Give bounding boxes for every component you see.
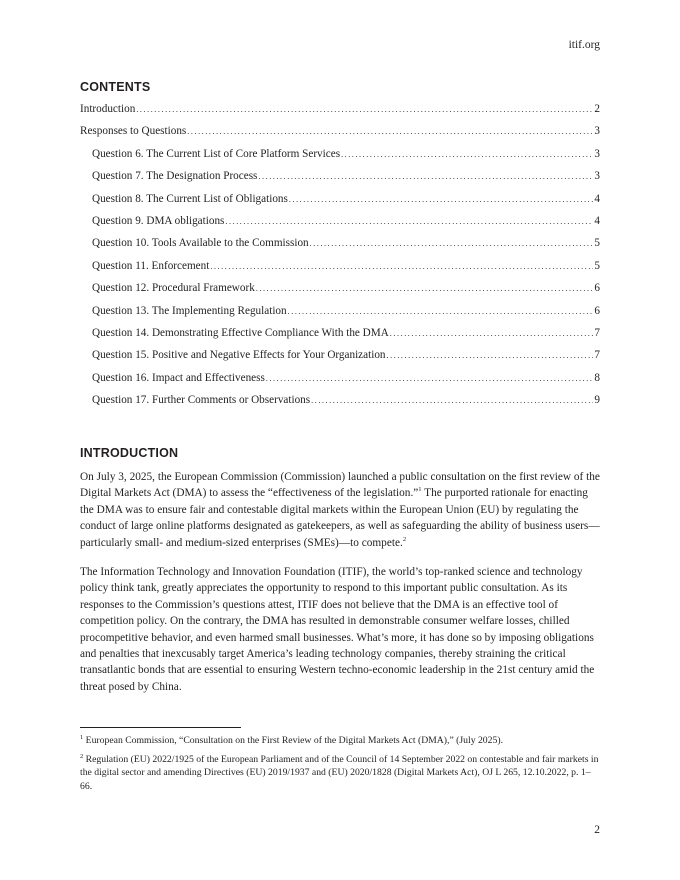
toc-dot-leader	[136, 105, 593, 114]
footnote-divider	[80, 727, 241, 728]
toc-entry-title: Question 8. The Current List of Obligations	[92, 192, 288, 205]
toc-entry-page: 5	[594, 237, 600, 250]
footnote-2	[80, 753, 602, 793]
introduction-heading: INTRODUCTION	[80, 446, 179, 460]
toc-dot-leader	[390, 329, 594, 338]
toc-dot-leader	[311, 396, 593, 405]
toc-entry-question-14[interactable]	[80, 327, 600, 349]
toc-dot-leader	[225, 217, 593, 226]
toc-entry-page: 5	[594, 259, 600, 272]
toc-entry-title: Question 16. Impact and Effectiveness	[92, 371, 265, 384]
footnote-1	[80, 734, 602, 747]
toc-entry-page: 3	[594, 147, 600, 160]
page-number: 2	[594, 824, 600, 836]
footnote-text: Regulation (EU) 2022/1925 of the European Parliament and of the Council of 14 September 2022 on contestable and fair markets in the digital sector and amending Directives (EU) 2019/1937 and (EU) 2020/1828 (Digital Markets Act), OJ L 265, 12.10.2022, p. 1–66.	[80, 754, 599, 792]
toc-dot-leader	[387, 351, 594, 360]
toc-entry-question-6[interactable]	[80, 148, 600, 170]
footnote-number: 1	[80, 733, 84, 741]
toc-entry-page: 6	[594, 304, 600, 317]
toc-entry-title: Question 10. Tools Available to the Commission	[92, 237, 309, 250]
toc-entry-page: 7	[594, 349, 600, 362]
toc-entry-introduction[interactable]	[80, 103, 600, 125]
toc-dot-leader	[310, 239, 594, 248]
contents-heading: CONTENTS	[80, 80, 151, 94]
toc-entry-question-11[interactable]	[80, 260, 600, 282]
footnote-ref-1[interactable]: 1	[418, 486, 422, 494]
toc-dot-leader	[266, 374, 594, 383]
paragraph-text: The purported rationale for enacting the DMA was to ensure fair and contestable digital markets within the European Union (EU) by regulating the conduct of large online platforms designated as gatekeepers, as well as safeguarding the ability of business users—particularly small- and medium-sized enterprises (SMEs)—to compete.	[80, 487, 600, 549]
toc-entry-question-13[interactable]	[80, 305, 600, 327]
toc-entry-page: 6	[594, 282, 600, 295]
footnote-number: 2	[80, 752, 84, 760]
toc-entry-question-10[interactable]	[80, 237, 600, 259]
toc-entry-question-7[interactable]	[80, 170, 600, 192]
toc-entry-responses[interactable]	[80, 125, 600, 147]
toc-entry-question-8[interactable]	[80, 193, 600, 215]
toc-entry-page: 2	[594, 103, 600, 115]
toc-entry-title: Question 11. Enforcement	[92, 259, 210, 272]
toc-dot-leader	[289, 195, 594, 204]
toc-entry-page: 4	[594, 214, 600, 227]
introduction-paragraph-1	[80, 469, 602, 551]
toc-entry-title: Question 14. Demonstrating Effective Compliance With the DMA	[92, 326, 389, 339]
toc-entry-title: Question 17. Further Comments or Observations	[92, 394, 311, 407]
introduction-paragraph-2: The Information Technology and Innovation Foundation (ITIF), the world’s top-ranked science and technology policy think tank, greatly appreciates the opportunity to respond to this important public consultation. As its responses to the Commission’s questions attest, ITIF does not believe that the DMA is an effective tool of competition policy. On the contrary, the DMA has resulted in demonstrable consumer welfare losses, chilled procompetitive behavior, and even harmed small businesses. What’s more, it has done so by imposing obligations and penalties that inexcusably target America’s leading technology companies, thereby straining the critical transatlantic bonds that are essential to ensuring Western techno-economic leadership in the 21st century amid the threat posed by China.	[80, 566, 595, 693]
toc-entry-page: 8	[594, 371, 600, 384]
toc-entry-title: Question 9. DMA obligations	[92, 214, 225, 227]
toc-entry-question-15[interactable]	[80, 349, 600, 371]
toc-entry-title: Question 12. Procedural Framework	[92, 282, 255, 295]
footnote-text: European Commission, “Consultation on the First Review of the Digital Markets Act (DMA),” (July 2025).	[85, 735, 503, 746]
toc-entry-question-9[interactable]	[80, 215, 600, 237]
toc-entry-page: 3	[594, 125, 600, 138]
toc-entry-title: Question 13. The Implementing Regulation	[92, 304, 287, 317]
toc-dot-leader	[210, 262, 593, 271]
table-of-contents	[80, 103, 600, 416]
paragraph-text: On July 3, 2025, the European Commission (Commission) launched a public consultation on the first review of the Digital Markets Act (DMA) to assess the “effectiveness of the legislation.”	[80, 471, 600, 500]
toc-entry-title: Question 15. Positive and Negative Effects for Your Organization	[92, 349, 386, 362]
toc-entry-page: 4	[594, 192, 600, 205]
toc-entry-title: Introduction	[80, 103, 136, 115]
toc-entry-title: Question 7. The Designation Process	[92, 170, 258, 183]
toc-dot-leader	[256, 284, 594, 293]
footnote-ref-2[interactable]: 2	[402, 535, 407, 543]
toc-entry-question-17[interactable]	[80, 394, 600, 416]
toc-dot-leader	[187, 127, 593, 136]
toc-dot-leader	[341, 150, 593, 159]
toc-entry-question-12[interactable]	[80, 282, 600, 304]
toc-dot-leader	[258, 172, 593, 181]
toc-entry-title: Question 6. The Current List of Core Platform Services	[92, 147, 341, 160]
toc-entry-page: 7	[594, 326, 600, 339]
header-site-url: itif.org	[568, 39, 600, 51]
toc-entry-question-16[interactable]	[80, 372, 600, 394]
toc-entry-page: 9	[594, 394, 600, 407]
toc-entry-page: 3	[594, 170, 600, 183]
toc-entry-title: Responses to Questions	[80, 125, 187, 138]
toc-dot-leader	[288, 307, 594, 316]
